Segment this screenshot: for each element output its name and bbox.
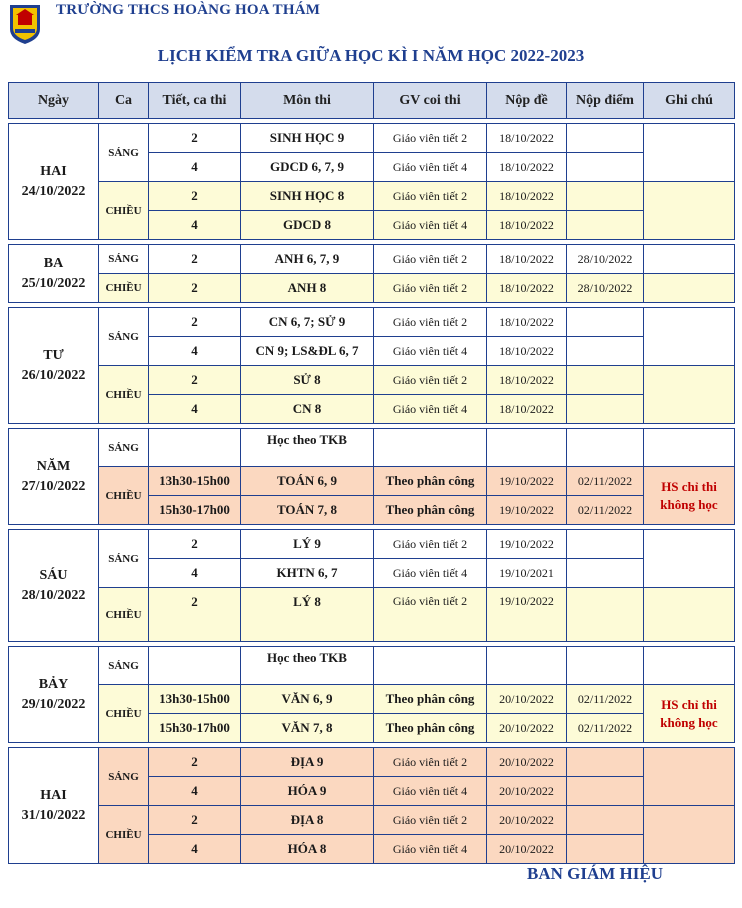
shift-cell: CHIỀU bbox=[99, 467, 149, 525]
day-cell: HAI 31/10/2022 bbox=[9, 748, 99, 864]
table-row: 4 GDCD 6, 7, 9 Giáo viên tiết 4 18/10/2022 bbox=[9, 153, 735, 182]
day-cell: BẢY 29/10/2022 bbox=[9, 647, 99, 743]
shift-cell: SÁNG bbox=[99, 530, 149, 588]
table-row: BA 25/10/2022 SÁNG 2 ANH 6, 7, 9 Giáo viên tiết 2 18/10/2022 28/10/2022 bbox=[9, 245, 735, 274]
day-cell: NĂM 27/10/2022 bbox=[9, 429, 99, 525]
table-row: HAI 31/10/2022 SÁNG 2 ĐỊA 9 Giáo viên tiết 2 20/10/2022 bbox=[9, 748, 735, 777]
table-row: CHIỀU 2 SINH HỌC 8 Giáo viên tiết 2 18/10/2022 bbox=[9, 182, 735, 211]
table-row bbox=[9, 647, 735, 685]
col-header-nop-diem: Nộp điểm bbox=[567, 83, 644, 119]
shift-cell: SÁNG bbox=[99, 429, 149, 467]
shift-cell: CHIỀU bbox=[99, 182, 149, 240]
col-header-mon: Môn thi bbox=[241, 83, 374, 119]
table-row: CHIỀU 2 ĐỊA 8 Giáo viên tiết 2 20/10/2022 bbox=[9, 806, 735, 835]
table-row: SÁU 28/10/2022 SÁNG 2 LÝ 9 Giáo viên tiết 2 19/10/2022 bbox=[9, 530, 735, 559]
table-row: CHIỀU 2 ANH 8 Giáo viên tiết 2 18/10/2022 28/10/2022 bbox=[9, 274, 735, 303]
school-logo bbox=[8, 3, 42, 45]
col-header-tiet: Tiết, ca thi bbox=[149, 83, 241, 119]
day-cell: HAI 24/10/2022 bbox=[9, 124, 99, 240]
table-row: 4 CN 8 Giáo viên tiết 4 18/10/2022 bbox=[9, 395, 735, 424]
col-header-ca: Ca bbox=[99, 83, 149, 119]
table-row: CHIỀU 13h30-15h00 TOÁN 6, 9 Theo phân công 19/10/2022 02/11/2022 HS chỉ thi không học bbox=[9, 467, 735, 496]
col-header-ghi-chu: Ghi chú bbox=[644, 83, 735, 119]
exam-schedule-table bbox=[8, 82, 735, 864]
shift-cell: SÁNG bbox=[99, 245, 149, 274]
day-cell: TƯ 26/10/2022 bbox=[9, 308, 99, 424]
table-header-row bbox=[9, 83, 735, 119]
page-title: LỊCH KIỂM TRA GIỮA HỌC KÌ I NĂM HỌC 2022-2023 bbox=[157, 46, 585, 65]
shift-cell: CHIỀU bbox=[99, 274, 149, 303]
table-row: 4 HÓA 8 Giáo viên tiết 4 20/10/2022 bbox=[9, 835, 735, 864]
table-row: 15h30-17h00 VĂN 7, 8 Theo phân công 20/10/2022 02/11/2022 bbox=[9, 714, 735, 743]
note-cell: HS chỉ thi không học bbox=[644, 685, 735, 743]
table-row: 15h30-17h00 TOÁN 7, 8 Theo phân công 19/10/2022 02/11/2022 bbox=[9, 496, 735, 525]
shift-cell: CHIỀU bbox=[99, 685, 149, 743]
col-header-ngay: Ngày bbox=[9, 83, 99, 119]
footer-signature: BAN GIÁM HIỆU bbox=[527, 864, 664, 883]
col-header-nop-de: Nộp đề bbox=[487, 83, 567, 119]
note-cell: HS chỉ thi không học bbox=[644, 467, 735, 525]
shift-cell: SÁNG bbox=[99, 647, 149, 685]
table-row: 4 GDCD 8 Giáo viên tiết 4 18/10/2022 bbox=[9, 211, 735, 240]
table-row: CHIỀU 2 LÝ 8 Giáo viên tiết 2 19/10/2022 bbox=[9, 588, 735, 642]
table-row: TƯ 26/10/2022 SÁNG 2 CN 6, 7; SỬ 9 Giáo viên tiết 2 18/10/2022 bbox=[9, 308, 735, 337]
table-row: CHIỀU 13h30-15h00 VĂN 6, 9 Theo phân công 20/10/2022 02/11/2022 HS chỉ thi không học bbox=[9, 685, 735, 714]
table-row: 4 CN 9; LS&ĐL 6, 7 Giáo viên tiết 4 18/10/2022 bbox=[9, 337, 735, 366]
shift-cell: CHIỀU bbox=[99, 366, 149, 424]
day-cell: BA 25/10/2022 bbox=[9, 245, 99, 303]
shift-cell: SÁNG bbox=[99, 308, 149, 366]
table-row: 4 HÓA 9 Giáo viên tiết 4 20/10/2022 bbox=[9, 777, 735, 806]
table-row bbox=[9, 429, 735, 467]
day-cell: SÁU 28/10/2022 bbox=[9, 530, 99, 642]
table-row: CHIỀU 2 SỬ 8 Giáo viên tiết 2 18/10/2022 bbox=[9, 366, 735, 395]
shift-cell: SÁNG bbox=[99, 124, 149, 182]
shift-cell: CHIỀU bbox=[99, 588, 149, 642]
shift-cell: CHIỀU bbox=[99, 806, 149, 864]
table-row: HAI 24/10/2022 SÁNG 2 SINH HỌC 9 Giáo viên tiết 2 18/10/2022 bbox=[9, 124, 735, 153]
school-name: TRƯỜNG THCS HOÀNG HOA THÁM bbox=[56, 2, 321, 18]
tkb-cell: Học theo TKB bbox=[241, 647, 374, 685]
tkb-cell: Học theo TKB bbox=[241, 429, 374, 467]
table-row: 4 KHTN 6, 7 Giáo viên tiết 4 19/10/2021 bbox=[9, 559, 735, 588]
shift-cell: SÁNG bbox=[99, 748, 149, 806]
col-header-gv: GV coi thi bbox=[374, 83, 487, 119]
